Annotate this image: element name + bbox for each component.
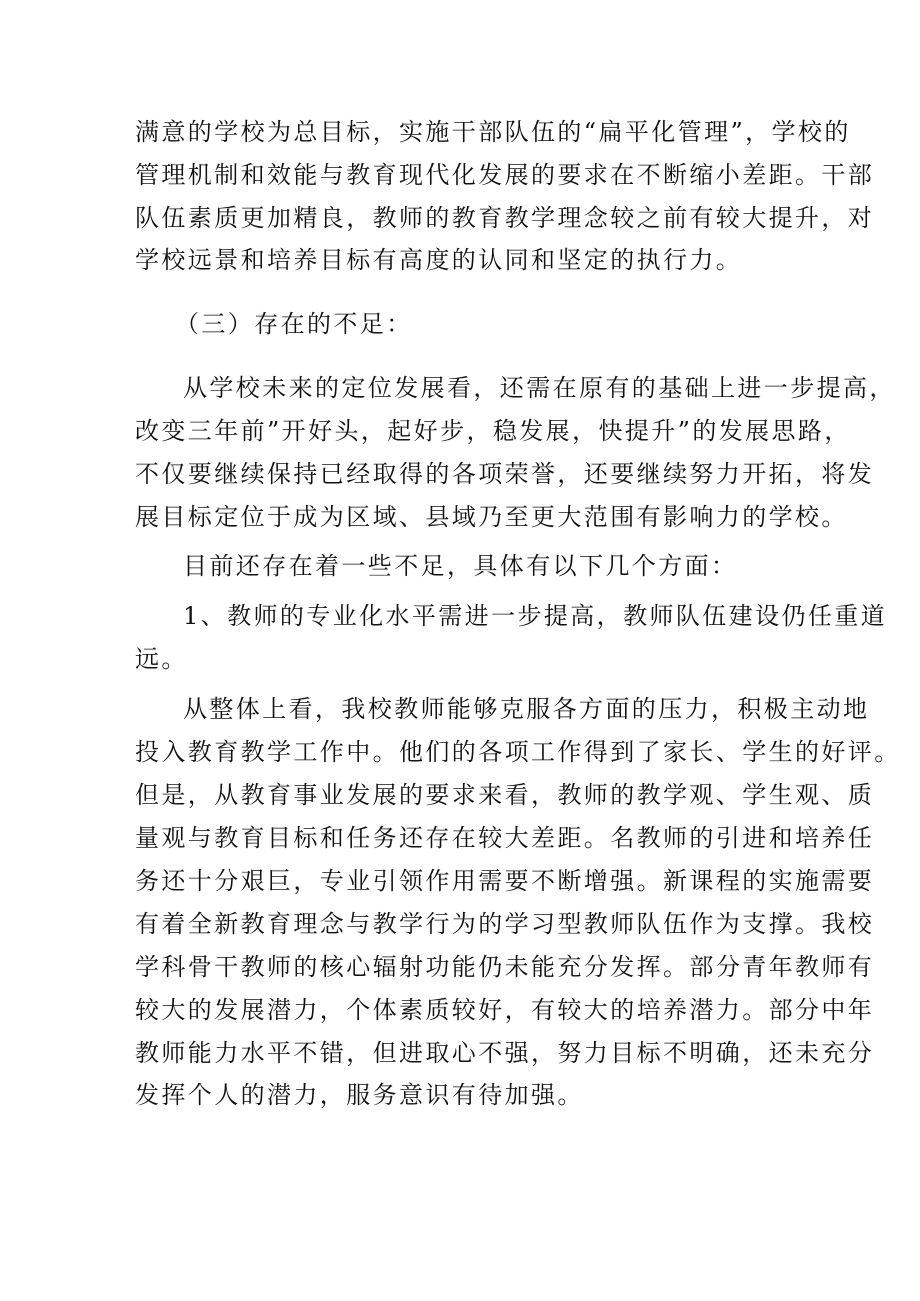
text-line: 从学校未来的定位发展看，还需在原有的基础上进一步提高， <box>183 374 896 402</box>
text-line: 但是，从教育事业发展的要求来看，教师的教学观、学生观、质 <box>135 781 875 809</box>
list-item: 1、教师的专业化水平需进一步提高，教师队伍建设仍任重道 <box>183 602 888 630</box>
text-line: 有着全新教育理念与教学行为的学习型教师队伍作为支撑。我校 <box>135 910 875 938</box>
text-line: 务还十分艰巨，专业引领作用需要不断增强。新课程的实施需要 <box>135 867 875 895</box>
text-line: 改变三年前”开好头，起好步，稳发展，快提升”的发展思路， <box>135 417 851 445</box>
text-line: 队伍素质更加精良，教师的教育教学理念较之前有较大提升，对 <box>135 204 875 232</box>
text-line: 展目标定位于成为区域、县域乃至更大范围有影响力的学校。 <box>135 503 848 531</box>
text-line: 从整体上看，我校教师能够克服各方面的压力，积极主动地 <box>183 695 870 723</box>
text-line: 管理机制和效能与教育现代化发展的要求在不断缩小差距。干部 <box>135 161 875 189</box>
text-line: 投入教育教学工作中。他们的各项工作得到了家长、学生的好评。 <box>135 738 901 766</box>
text-line: 学校远景和培养目标有高度的认同和坚定的执行力。 <box>135 246 743 274</box>
text-line: 学科骨干教师的核心辐射功能仍未能充分发挥。部分青年教师有 <box>135 953 875 981</box>
section-heading: （三）存在的不足： <box>175 310 413 338</box>
text-line: 远。 <box>135 645 188 673</box>
text-line: 较大的发展潜力，个体素质较好，有较大的培养潜力。部分中年 <box>135 996 875 1024</box>
text-line: 不仅要继续保持已经取得的各项荣誉，还要继续努力开拓，将发 <box>135 460 875 488</box>
text-line: 目前还存在着一些不足，具体有以下几个方面： <box>183 552 738 580</box>
text-line: 量观与教育目标和任务还存在较大差距。名教师的引进和培养任 <box>135 824 875 852</box>
text-line: 教师能力水平不错，但进取心不强，努力目标不明确，还未充分 <box>135 1039 875 1067</box>
text-line: 发挥个人的潜力，服务意识有待加强。 <box>135 1081 584 1109</box>
text-line: 满意的学校为总目标，实施干部队伍的“扁平化管理”，学校的 <box>135 118 851 146</box>
